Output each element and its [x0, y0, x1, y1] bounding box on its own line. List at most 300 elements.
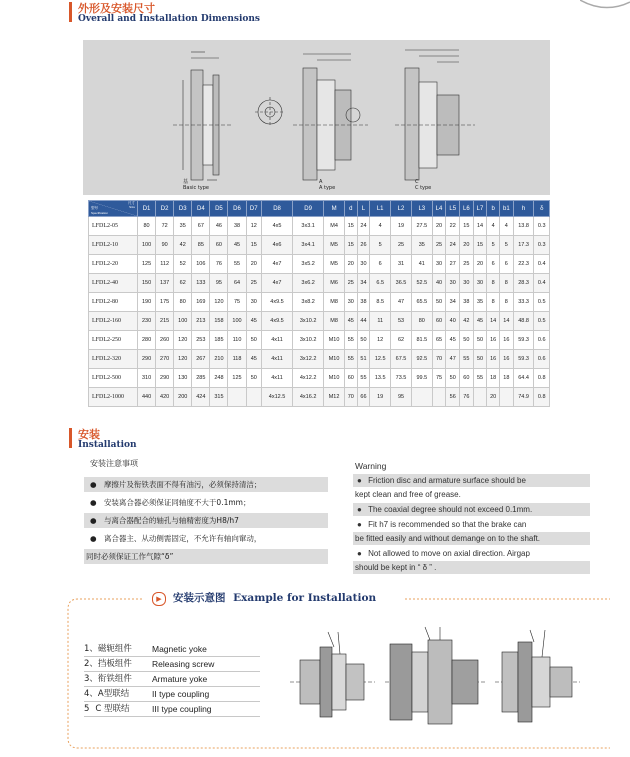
note-en-line-1-text: Friction disc and armature surface should be: [368, 476, 526, 485]
table-cell: 50: [473, 350, 487, 369]
table-cell: 8: [500, 293, 514, 312]
bullet-icon: ●: [90, 516, 97, 525]
table-row: [89, 217, 550, 236]
table-cell: M10: [324, 331, 345, 350]
table-cell: 95: [210, 274, 228, 293]
table-cell: 3x4.1: [293, 236, 324, 255]
table-cell: 40: [446, 312, 460, 331]
table-cell: 35: [473, 293, 487, 312]
table-cell: 12.5: [370, 350, 391, 369]
column-header: L1: [370, 201, 391, 217]
legend-cn: C 型联结: [95, 704, 130, 714]
table-cell: 3x12.2: [293, 350, 324, 369]
table-cell: 4x11: [261, 350, 292, 369]
table-cell: 0.8: [534, 369, 550, 388]
example-drawing-2: [385, 627, 485, 724]
table-cell: 59.3: [513, 331, 534, 350]
basic-type-code: 基: [183, 179, 189, 185]
table-cell: 64: [228, 274, 246, 293]
table-cell: 6: [370, 255, 391, 274]
table-cell: M5: [324, 255, 345, 274]
note-en-line-6: [353, 547, 590, 560]
table-cell: 424: [192, 388, 210, 407]
table-cell: 45: [246, 350, 261, 369]
model-cell: LFDL2-500: [89, 369, 138, 388]
table-cell: 3x8.2: [293, 293, 324, 312]
table-cell: 72: [156, 217, 174, 236]
table-cell: 60: [344, 369, 357, 388]
table-cell: 34: [446, 293, 460, 312]
table-cell: 45: [344, 312, 357, 331]
table-cell: 16: [487, 331, 500, 350]
note-en-line-4-text: Fit h7 is recommended so that the brake can: [368, 520, 527, 529]
column-header: D3: [174, 201, 192, 217]
dimension-drawings-panel: [83, 40, 550, 195]
installation-accent-bar: [69, 428, 72, 448]
table-cell: 106: [192, 255, 210, 274]
table-cell: 3x6.2: [293, 274, 324, 293]
legend-num: 2、: [84, 659, 98, 669]
table-row: [89, 255, 550, 274]
table-cell: 4x9.5: [261, 293, 292, 312]
column-header: D8: [261, 201, 292, 217]
corner-diagonal: [89, 201, 137, 216]
column-header: M: [324, 201, 345, 217]
table-cell: 18: [487, 369, 500, 388]
table-cell: 100: [174, 312, 192, 331]
table-row: [89, 312, 550, 331]
table-cell: 80: [411, 312, 432, 331]
table-cell: 20: [432, 217, 446, 236]
table-cell: 33.3: [513, 293, 534, 312]
note-en-line-7: [353, 561, 590, 574]
note-cn-4-text: 离合器主、从动侧需固定，不允许有轴向窜动，: [103, 534, 262, 543]
table-cell: 25: [432, 236, 446, 255]
model-cell: LFDL2-05: [89, 217, 138, 236]
table-cell: 67.5: [391, 350, 412, 369]
table-cell: 14: [473, 217, 487, 236]
column-header: L5: [446, 201, 460, 217]
a-type-caption: [319, 179, 335, 191]
corner-header-cell: [89, 201, 138, 217]
installation-title-cn: 安装: [78, 428, 100, 441]
c-type-caption: [415, 179, 431, 191]
table-cell: 100: [228, 312, 246, 331]
table-cell: M8: [324, 293, 345, 312]
table-cell: 4x7: [261, 274, 292, 293]
table-cell: 56: [446, 388, 460, 407]
table-cell: 110: [228, 331, 246, 350]
table-cell: 4x5: [261, 217, 292, 236]
table-cell: 20: [460, 236, 474, 255]
table-cell: 85: [192, 236, 210, 255]
dimension-drawings: [83, 40, 550, 195]
table-cell: 125: [138, 255, 156, 274]
basic-type-label: Basic type: [183, 185, 209, 191]
example-drawing-3: [495, 630, 580, 722]
bullet-icon: ●: [90, 498, 97, 507]
table-cell: [411, 388, 432, 407]
table-cell: 73.5: [391, 369, 412, 388]
column-header: L2: [391, 201, 412, 217]
corner-arc-decoration: [580, 0, 630, 12]
table-cell: 22.3: [513, 255, 534, 274]
table-cell: M12: [324, 388, 345, 407]
note-en-line-3: [353, 503, 590, 516]
table-cell: M5: [324, 236, 345, 255]
table-cell: 27.5: [411, 217, 432, 236]
table-cell: 40: [432, 274, 446, 293]
model-cell: LFDL2-20: [89, 255, 138, 274]
table-row: [89, 236, 550, 255]
table-cell: 38: [228, 217, 246, 236]
column-header: b1: [500, 201, 514, 217]
table-cell: 16: [500, 331, 514, 350]
table-cell: 99.5: [411, 369, 432, 388]
table-cell: 92.5: [411, 350, 432, 369]
legend-item-3: [84, 672, 260, 687]
table-cell: 15: [246, 236, 261, 255]
table-cell: 24: [357, 217, 370, 236]
note-cn-2-text: 安装离合器必须保证同轴度不大于0.1mm；: [103, 498, 251, 507]
table-cell: 62: [174, 274, 192, 293]
table-cell: 95: [391, 388, 412, 407]
column-header: D2: [156, 201, 174, 217]
table-cell: 3x5.2: [293, 255, 324, 274]
bullet-icon: ●: [357, 520, 362, 529]
table-cell: 440: [138, 388, 156, 407]
corner-size-en: Size: [129, 205, 135, 209]
table-cell: 4x11: [261, 331, 292, 350]
table-cell: 8.5: [370, 293, 391, 312]
example-drawing-1: [290, 632, 375, 717]
table-cell: 120: [174, 331, 192, 350]
table-cell: 50: [246, 331, 261, 350]
table-cell: 150: [138, 274, 156, 293]
table-cell: 3x3.1: [293, 217, 324, 236]
bullet-icon: ●: [357, 505, 362, 514]
table-cell: M6: [324, 274, 345, 293]
table-cell: 0.4: [534, 274, 550, 293]
table-cell: 270: [156, 350, 174, 369]
table-cell: 42: [174, 236, 192, 255]
table-cell: 18: [500, 369, 514, 388]
legend-num: 1、: [84, 644, 98, 654]
table-cell: 15: [460, 217, 474, 236]
model-cell: LFDL2-40: [89, 274, 138, 293]
column-header: L6: [460, 201, 474, 217]
table-cell: 25: [391, 236, 412, 255]
table-cell: 38: [357, 293, 370, 312]
note-cn-3: [84, 513, 328, 528]
bullet-icon: ●: [90, 534, 97, 543]
table-cell: 4: [500, 217, 514, 236]
note-en-line-5-text: be fitted easily and without demange on to the shaft.: [355, 534, 541, 543]
table-cell: 66: [357, 388, 370, 407]
bullet-icon: ●: [357, 549, 362, 558]
legend-item-5: [84, 702, 260, 717]
table-cell: 59.3: [513, 350, 534, 369]
model-cell: LFDL2-320: [89, 350, 138, 369]
table-cell: 50: [357, 331, 370, 350]
table-cell: 50: [460, 331, 474, 350]
table-cell: 315: [210, 388, 228, 407]
table-cell: 137: [156, 274, 174, 293]
table-cell: 248: [210, 369, 228, 388]
table-cell: 290: [138, 350, 156, 369]
bullet-icon: ●: [90, 480, 97, 489]
play-circle-icon: ▶: [152, 592, 166, 606]
note-en-line-1: [353, 474, 590, 487]
table-cell: 67: [192, 217, 210, 236]
table-cell: 30: [432, 255, 446, 274]
legend-en: III type coupling: [152, 704, 212, 714]
table-cell: 52.5: [411, 274, 432, 293]
table-cell: 215: [156, 312, 174, 331]
table-cell: 20: [246, 255, 261, 274]
table-cell: 0.8: [534, 388, 550, 407]
table-cell: 14: [487, 312, 500, 331]
table-cell: 30: [246, 293, 261, 312]
column-header: D7: [246, 201, 261, 217]
table-cell: 65: [432, 331, 446, 350]
table-cell: 65.5: [411, 293, 432, 312]
example-title-en: Example for Installation: [233, 592, 377, 604]
legend-item-1: [84, 642, 260, 657]
basic-type-drawing: [173, 52, 285, 180]
legend-num: 4、: [84, 689, 98, 699]
spec-table: [88, 200, 550, 407]
table-cell: 75: [228, 293, 246, 312]
table-cell: 200: [174, 388, 192, 407]
table-cell: 30: [357, 255, 370, 274]
column-header: d: [344, 201, 357, 217]
table-cell: [432, 388, 446, 407]
table-cell: 55: [473, 369, 487, 388]
note-en-line-5: [353, 532, 590, 545]
table-cell: 46: [210, 217, 228, 236]
table-cell: 3x10.2: [293, 331, 324, 350]
table-cell: 4x12.2: [293, 369, 324, 388]
section-title-cn: 外形及安装尺寸: [78, 2, 155, 15]
table-cell: 118: [228, 350, 246, 369]
table-cell: 30: [473, 274, 487, 293]
table-cell: 6: [487, 255, 500, 274]
note-cn-3-text: 与离合器配合的轴孔与轴精密度为H8/h7: [103, 516, 239, 525]
table-cell: 50: [432, 293, 446, 312]
table-cell: 19: [391, 217, 412, 236]
table-cell: 11: [370, 312, 391, 331]
table-cell: 4x7: [261, 255, 292, 274]
note-en-line-2: [353, 488, 590, 501]
note-cn-continuation: 同时必须保证工作气隙“δ”: [86, 552, 174, 561]
table-cell: 41: [411, 255, 432, 274]
note-cn-4: [84, 531, 328, 546]
column-header: D4: [192, 201, 210, 217]
table-cell: 35: [411, 236, 432, 255]
table-cell: 213: [192, 312, 210, 331]
table-cell: M10: [324, 369, 345, 388]
table-row: [89, 293, 550, 312]
table-cell: 60: [460, 369, 474, 388]
table-cell: 0.5: [534, 293, 550, 312]
table-cell: 70: [432, 350, 446, 369]
table-cell: 16: [500, 350, 514, 369]
table-cell: 4x6: [261, 236, 292, 255]
legend-item-4: [84, 687, 260, 702]
column-header: L: [357, 201, 370, 217]
column-header: D1: [138, 201, 156, 217]
table-cell: 14: [500, 312, 514, 331]
table-cell: 12: [246, 217, 261, 236]
notes-en-heading: Warning: [355, 461, 387, 471]
table-row: [89, 274, 550, 293]
table-cell: 20: [487, 388, 500, 407]
table-cell: 5: [370, 236, 391, 255]
table-cell: 20: [344, 255, 357, 274]
note-en-line-7-text: should be kept in “ δ ” .: [355, 563, 437, 572]
a-type-label: A type: [319, 185, 336, 191]
a-type-code: A: [319, 179, 323, 185]
table-cell: 6.5: [370, 274, 391, 293]
table-cell: 24: [446, 236, 460, 255]
table-cell: 55: [460, 350, 474, 369]
c-type-code: C: [415, 179, 419, 185]
table-cell: 45: [473, 312, 487, 331]
corner-spec-en: Specification: [91, 211, 109, 215]
table-cell: 50: [246, 369, 261, 388]
table-cell: 50: [473, 331, 487, 350]
table-cell: 34: [357, 274, 370, 293]
table-cell: 38: [460, 293, 474, 312]
table-cell: 4: [487, 217, 500, 236]
corner-size-label: 尺寸: [128, 201, 135, 205]
column-header: h: [513, 201, 534, 217]
table-cell: 4x12.5: [261, 388, 292, 407]
table-cell: 0.5: [534, 312, 550, 331]
table-cell: 80: [138, 217, 156, 236]
note-en-line-3-text: The coaxial degree should not exceed 0.1mm.: [368, 505, 533, 514]
table-row: [89, 331, 550, 350]
table-cell: 74.9: [513, 388, 534, 407]
table-cell: 51: [357, 350, 370, 369]
table-cell: 185: [210, 331, 228, 350]
legend-num: 3、: [84, 674, 98, 684]
legend-en: II type coupling: [152, 689, 210, 699]
table-cell: 120: [174, 350, 192, 369]
model-cell: LFDL2-1000: [89, 388, 138, 407]
note-cn-1: [84, 477, 328, 492]
note-en-line-2-text: kept clean and free of grease.: [355, 490, 461, 499]
table-cell: 64.4: [513, 369, 534, 388]
table-cell: 15: [344, 217, 357, 236]
notes-cn-heading: 安装注意事项: [90, 459, 138, 468]
table-cell: 30: [446, 274, 460, 293]
table-cell: 0.3: [534, 217, 550, 236]
table-cell: 15: [344, 236, 357, 255]
table-cell: 60: [210, 236, 228, 255]
column-header: L3: [411, 201, 432, 217]
table-cell: 47: [446, 350, 460, 369]
basic-type-caption: [183, 179, 209, 191]
table-cell: 53: [391, 312, 412, 331]
table-cell: 175: [156, 293, 174, 312]
table-cell: 100: [138, 236, 156, 255]
table-cell: 133: [192, 274, 210, 293]
table-cell: 62: [391, 331, 412, 350]
spec-table-body: [89, 217, 550, 407]
table-cell: 75: [432, 369, 446, 388]
table-cell: 285: [192, 369, 210, 388]
table-cell: 5: [500, 236, 514, 255]
table-cell: 210: [210, 350, 228, 369]
bullet-icon: ●: [357, 476, 362, 485]
table-cell: 13.5: [370, 369, 391, 388]
table-cell: 12: [370, 331, 391, 350]
table-cell: 0.4: [534, 255, 550, 274]
table-row: [89, 369, 550, 388]
table-cell: 52: [174, 255, 192, 274]
table-cell: 35: [174, 217, 192, 236]
example-title: [173, 590, 376, 605]
table-cell: 260: [156, 331, 174, 350]
table-cell: 6: [500, 255, 514, 274]
table-row: [89, 388, 550, 407]
installation-title-en: Installation: [78, 440, 137, 450]
table-cell: 290: [156, 369, 174, 388]
table-cell: 45: [246, 312, 261, 331]
model-cell: LFDL2-80: [89, 293, 138, 312]
table-cell: 45: [446, 331, 460, 350]
table-cell: 28.3: [513, 274, 534, 293]
table-cell: 81.5: [411, 331, 432, 350]
table-cell: 30: [460, 274, 474, 293]
table-cell: 44: [357, 312, 370, 331]
legend-en: Magnetic yoke: [152, 644, 207, 654]
model-cell: LFDL2-250: [89, 331, 138, 350]
note-en-line-4: [353, 518, 590, 531]
table-cell: 55: [228, 255, 246, 274]
table-cell: 0.3: [534, 236, 550, 255]
legend-en: Releasing screw: [152, 659, 215, 669]
table-cell: 70: [344, 388, 357, 407]
installation-example-drawings: [290, 622, 590, 737]
table-cell: 13.8: [513, 217, 534, 236]
table-cell: 50: [446, 369, 460, 388]
section-title-en: Overall and Installation Dimensions: [78, 14, 260, 24]
table-cell: 4x16.2: [293, 388, 324, 407]
table-cell: 48.8: [513, 312, 534, 331]
table-cell: 42: [460, 312, 474, 331]
table-cell: 55: [344, 331, 357, 350]
table-cell: 125: [228, 369, 246, 388]
legend-cn: A型联结: [97, 689, 130, 699]
a-type-drawing: [293, 54, 368, 180]
table-cell: 30: [344, 293, 357, 312]
table-cell: M8: [324, 312, 345, 331]
table-cell: 5: [487, 236, 500, 255]
table-cell: 8: [487, 293, 500, 312]
corner-model-label: 型号: [91, 206, 98, 210]
table-cell: 169: [192, 293, 210, 312]
table-cell: 4x9.5: [261, 312, 292, 331]
table-cell: 76: [210, 255, 228, 274]
table-cell: 120: [210, 293, 228, 312]
example-title-cn: 安装示意图: [173, 592, 226, 604]
legend-item-2: [84, 657, 260, 672]
table-cell: M4: [324, 217, 345, 236]
table-cell: 31: [391, 255, 412, 274]
